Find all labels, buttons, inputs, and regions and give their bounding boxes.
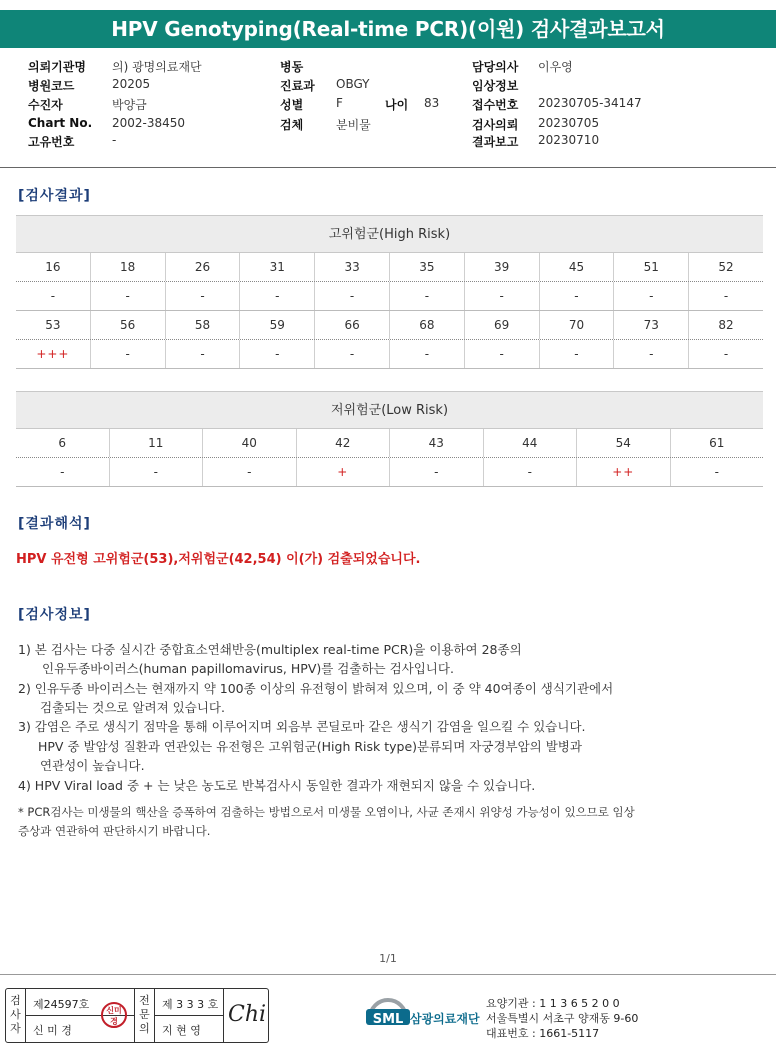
- note-line: 2) 인유두종 바이러스는 현재까지 약 100종 이상의 유전형이 밝혀져 있으며, 이 중 약 40여종이 생식기관에서: [18, 681, 614, 696]
- note-line: 3) 감염은 주로 생식기 점막을 통해 이루어지며 외음부 콘딜로마 같은 생식기 감염을 일으킬 수 있습니다.: [18, 719, 586, 734]
- genotype-cell: 68: [390, 311, 465, 339]
- genotype-cell: 45: [540, 253, 615, 281]
- result-cell: -: [166, 282, 241, 310]
- info-value: 20230705: [538, 116, 600, 130]
- genotype-cell: 42: [297, 429, 391, 457]
- phone-line: 대표번호 : 1661-5117: [486, 1027, 600, 1040]
- footnote-line: 증상과 연관하여 판단하시기 바랍니다.: [18, 824, 211, 838]
- info-value: F: [336, 96, 343, 110]
- patient-info: [0, 52, 776, 168]
- low-risk-table: [16, 391, 763, 487]
- info-label: 수진자: [28, 98, 63, 112]
- note-line: 연관성이 높습니다.: [40, 758, 145, 773]
- genotype-cell: 66: [315, 311, 390, 339]
- info-label: 임상정보: [472, 79, 519, 93]
- result-cell: -: [540, 282, 615, 310]
- info-label: 나이: [385, 98, 409, 112]
- info-row: [0, 58, 776, 77]
- result-cell: -: [484, 458, 578, 486]
- info-value: 20205: [112, 77, 151, 91]
- info-value: 20230710: [538, 133, 600, 147]
- info-value: 이우영: [538, 60, 573, 74]
- info-label: 검사의뢰: [472, 118, 519, 132]
- footnote-line: * PCR검사는 미생물의 핵산을 증폭하여 검출하는 방법으로서 미생물 오염이나, 사균 존재시 위양성 가능성이 있으므로 임상: [18, 805, 635, 819]
- result-cell: ++: [577, 458, 671, 486]
- genotype-cell: 54: [577, 429, 671, 457]
- doctor-label-char: 문: [139, 1008, 150, 1021]
- genotype-cell: 61: [709, 436, 725, 450]
- genotype-cell: 16: [16, 253, 91, 281]
- tester-label: [6, 989, 26, 1042]
- result-cell: -: [315, 282, 390, 310]
- info-value: 2002-38450: [112, 116, 186, 130]
- footer-divider: [0, 974, 776, 975]
- genotype-row: [16, 311, 763, 340]
- genotype-cell: 11: [110, 429, 204, 457]
- info-value: -: [112, 133, 117, 147]
- result-cell: -: [240, 282, 315, 310]
- note-line: 4) HPV Viral load 중 + 는 낮은 농도로 반복검사시 동일한 결과가 재현되지 않을 수 있습니다.: [18, 778, 536, 793]
- result-cell: -: [540, 340, 615, 368]
- result-cell: -: [390, 458, 484, 486]
- result-cell: -: [723, 347, 729, 361]
- genotype-cell: 35: [390, 253, 465, 281]
- result-cell: -: [315, 340, 390, 368]
- test-info-heading: [검사정보]: [18, 607, 91, 623]
- note-line: HPV 중 발암성 질환과 연관있는 유전형은 고위험군(High Risk type)분류되며 자궁경부암의 발병과: [38, 739, 582, 754]
- genotype-cell: 70: [540, 311, 615, 339]
- genotype-cell: 43: [390, 429, 484, 457]
- info-value: 의) 광명의료재단: [112, 60, 202, 74]
- high-risk-header: 고위험군(High Risk): [16, 215, 763, 253]
- info-label: 고유번호: [28, 135, 75, 149]
- genotype-cell: 6: [16, 429, 110, 457]
- info-label: 진료과: [280, 79, 315, 93]
- info-value: 20230705-34147: [538, 96, 642, 110]
- address-line: 서울특별시 서초구 양재동 9-60: [486, 1012, 639, 1025]
- genotype-cell: 39: [465, 253, 540, 281]
- page-number: 1/1: [379, 952, 397, 965]
- info-label: 검체: [280, 118, 304, 132]
- info-row: [0, 77, 776, 96]
- result-cell: -: [714, 465, 719, 479]
- info-label: 병원코드: [28, 79, 75, 93]
- tester-label-char: 자: [10, 1022, 21, 1035]
- doctor-license-no: 제 3 3 3 호: [162, 998, 219, 1011]
- doctor-label-char: 의: [139, 1022, 150, 1035]
- logo-text: SML: [372, 1012, 404, 1027]
- result-cell: +++: [16, 340, 91, 368]
- info-value: OBGY: [336, 77, 370, 91]
- result-cell: -: [723, 289, 729, 303]
- info-label: 접수번호: [472, 98, 519, 112]
- doctor-name: 지 현 영: [162, 1024, 201, 1037]
- result-cell: -: [614, 282, 689, 310]
- genotype-cell: 18: [91, 253, 166, 281]
- result-cell: +: [297, 458, 391, 486]
- note-line: 검출되는 것으로 알려져 있습니다.: [40, 700, 225, 715]
- result-cell: -: [91, 282, 166, 310]
- seal-text: 신미경: [106, 1006, 122, 1026]
- tester-label-char: 사: [10, 1008, 21, 1021]
- info-label: 담당의사: [472, 60, 519, 74]
- tester-license-no: 제24597호: [33, 998, 90, 1011]
- genotype-cell: 44: [484, 429, 578, 457]
- doctor-label-char: 전: [139, 994, 150, 1007]
- genotype-row: [16, 253, 763, 282]
- result-cell: -: [390, 282, 465, 310]
- tester-name: 신 미 경: [33, 1024, 72, 1037]
- result-cell: -: [240, 340, 315, 368]
- report-title: HPV Genotyping(Real-time PCR)(이원) 검사결과보고서: [111, 17, 665, 41]
- genotype-cell: 53: [16, 311, 91, 339]
- results-heading: [검사결과]: [18, 188, 91, 204]
- result-cell: -: [203, 458, 297, 486]
- genotype-cell: 82: [718, 318, 734, 332]
- info-value: 분비물: [336, 118, 371, 132]
- institution-address: [486, 996, 638, 1041]
- genotype-cell: 51: [614, 253, 689, 281]
- info-label: 결과보고: [472, 135, 519, 149]
- result-cell: -: [465, 282, 540, 310]
- info-label: 의뢰기관명: [28, 60, 86, 74]
- interpretation-heading: [결과해석]: [18, 516, 91, 532]
- provider-code: 요양기관 : 1 1 3 6 5 2 0 0: [486, 997, 620, 1010]
- result-row: [16, 282, 763, 311]
- tester-seal: [101, 1002, 127, 1028]
- signature-box: [5, 988, 269, 1043]
- note-line: 인유두종바이러스(human papillomavirus, HPV)를 검출하는 검사입니다.: [42, 661, 454, 676]
- low-risk-header: 저위험군(Low Risk): [16, 391, 763, 429]
- genotype-cell: 31: [240, 253, 315, 281]
- doctor-signature: Chi: [228, 1002, 267, 1027]
- high-risk-table: [16, 215, 763, 369]
- tester-label-char: 검: [10, 994, 21, 1007]
- genotype-row: [16, 429, 763, 458]
- genotype-cell: 73: [614, 311, 689, 339]
- result-row: [16, 458, 763, 487]
- info-label: 병동: [280, 60, 304, 74]
- result-cell: -: [166, 340, 241, 368]
- genotype-cell: 52: [718, 260, 734, 274]
- divider: [155, 1015, 223, 1016]
- info-value: 박양금: [112, 98, 147, 112]
- doctor-label: [135, 989, 155, 1042]
- info-row: [0, 133, 776, 152]
- genotype-cell: 33: [315, 253, 390, 281]
- genotype-cell: 26: [166, 253, 241, 281]
- result-cell: -: [110, 458, 204, 486]
- genotype-cell: 58: [166, 311, 241, 339]
- result-cell: -: [91, 340, 166, 368]
- info-label: Chart No.: [28, 116, 93, 130]
- divider: [223, 989, 224, 1042]
- brand-name: 삼광의료재단: [410, 1012, 480, 1026]
- result-cell: -: [16, 282, 91, 310]
- info-row: [0, 96, 776, 115]
- genotype-cell: 69: [465, 311, 540, 339]
- report-title-bar: [0, 10, 776, 48]
- result-cell: -: [390, 340, 465, 368]
- genotype-cell: 59: [240, 311, 315, 339]
- result-row: [16, 340, 763, 369]
- result-cell: -: [16, 458, 110, 486]
- note-line: 1) 본 검사는 다중 실시간 중합효소연쇄반응(multiplex real-time PCR)을 이용하여 28종의: [18, 642, 522, 657]
- result-cell: -: [614, 340, 689, 368]
- interpretation-text: HPV 유전형 고위험군(53),저위험군(42,54) 이(가) 검출되었습니다.: [16, 552, 421, 567]
- info-value: 83: [424, 96, 440, 110]
- genotype-cell: 40: [203, 429, 297, 457]
- info-label: 성별: [280, 98, 304, 112]
- genotype-cell: 56: [91, 311, 166, 339]
- result-cell: -: [465, 340, 540, 368]
